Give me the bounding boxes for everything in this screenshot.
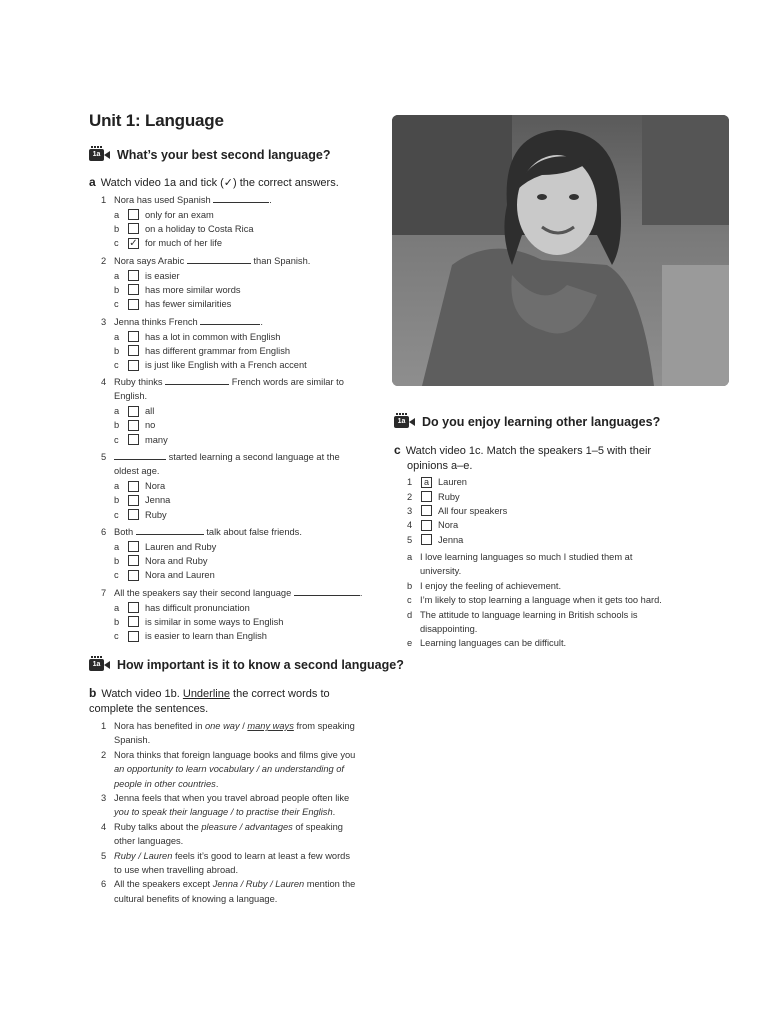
tick-checkbox[interactable] bbox=[128, 602, 139, 613]
opinion-list: a I love learning languages so much I studied them at university. b I enjoy the feeling of achievement. c I’m likely to stop learning a language when it gets too hard. d The attitude to language learning in British schools is disappointing. e Learning languages can be difficult. bbox=[407, 550, 707, 651]
answer-blank bbox=[213, 194, 269, 203]
opinion-item: d The attitude to language learning in British schools is bbox=[407, 609, 638, 620]
tick-checkbox[interactable] bbox=[128, 541, 139, 552]
video-icon: 1a bbox=[394, 415, 416, 429]
section-c-heading bbox=[394, 413, 660, 431]
section-c-instruction: c Watch video 1c. Match the speakers 1–5 with their opinions a–e. bbox=[394, 443, 652, 472]
word-choice[interactable]: one way bbox=[204, 721, 240, 731]
answer-blank bbox=[114, 451, 166, 460]
video-icon: 1a bbox=[89, 148, 111, 162]
match-box[interactable] bbox=[421, 505, 432, 516]
tick-checkbox[interactable] bbox=[128, 223, 139, 234]
tick-checkbox[interactable] bbox=[128, 481, 139, 492]
section-b-sentences: 1 Nora has benefited in one way / many ways from speaking Spanish. 2 Nora thinks that foreign language books and films give you an opportunity to learn vocabulary / an understanding of people in other countries. 3 Jenna feels that when you travel abroad people often like you to speak their language / to practise their English. 4 Ruby talks about the pleasure / advantages of speaking other languages. 5 Ruby / Lauren feels it’s good to learn at least a few words to use when travelling abroad. 6 All the speakers except Jenna / Ruby / Lauren mention the cultural benefits of knowing a language. bbox=[101, 719, 381, 906]
tick-checkbox[interactable] bbox=[128, 434, 139, 445]
answer-blank bbox=[187, 255, 251, 264]
section-a-instruction: a Watch video 1a and tick (✓) the correct answers. bbox=[89, 175, 339, 189]
speaker-item: 2 Ruby bbox=[407, 491, 460, 502]
tick-checkbox[interactable] bbox=[128, 270, 139, 281]
answer-blank bbox=[136, 526, 204, 535]
speaker-item: 5 Jenna bbox=[407, 534, 464, 545]
question-2: 2 Nora says Arabic than Spanish. a is easier b has more similar words c has fewer similarities bbox=[101, 256, 311, 310]
word-choice[interactable]: you to speak their language / to practise their English bbox=[114, 807, 333, 818]
speaker-item: 3 All four speakers bbox=[407, 505, 508, 516]
tick-checkbox[interactable] bbox=[128, 209, 139, 220]
opinion-item: c I’m likely to stop learning a language when it gets too hard. bbox=[407, 595, 662, 606]
answer-blank bbox=[294, 587, 360, 596]
opinion-item: e Learning languages can be difficult. bbox=[407, 638, 567, 649]
question-5: 5 started learning a second language at the oldest age. a Nora b Jenna c Ruby bbox=[101, 452, 340, 520]
word-choice[interactable]: Ruby / Lauren bbox=[114, 850, 173, 861]
word-choice[interactable]: pleasure / advantages bbox=[201, 821, 293, 832]
speaker-item: 1 a Lauren bbox=[407, 476, 467, 488]
tick-checkbox[interactable] bbox=[128, 420, 139, 431]
question-4: 4 Ruby thinks French words are similar to English. a all b no c many bbox=[101, 377, 344, 445]
tick-checkbox[interactable] bbox=[128, 331, 139, 342]
tick-checkbox[interactable] bbox=[128, 284, 139, 295]
section-a-heading bbox=[89, 146, 330, 164]
word-choice[interactable]: an opportunity to learn vocabulary / an understanding of bbox=[114, 764, 344, 775]
section-b-title: How important is it to know a second language? bbox=[117, 658, 404, 672]
match-box[interactable] bbox=[421, 491, 432, 502]
match-box[interactable] bbox=[421, 520, 432, 531]
tick-checkbox[interactable] bbox=[128, 631, 139, 642]
sentence-3: 3 Jenna feels that when you travel abroad people often like bbox=[101, 793, 350, 804]
answer-blank bbox=[165, 376, 229, 385]
question-6: 6 Both talk about false friends. a Lauren and Ruby b Nora and Ruby c Nora and Lauren bbox=[101, 527, 302, 581]
tick-checkbox[interactable] bbox=[128, 555, 139, 566]
opinion-item: a I love learning languages so much I studied them at bbox=[407, 552, 633, 562]
match-box[interactable]: a bbox=[421, 477, 432, 488]
sentence-2: 2 Nora thinks that foreign language books and films give you bbox=[101, 749, 356, 760]
tick-checkbox[interactable] bbox=[128, 616, 139, 627]
video-icon: 1a bbox=[89, 658, 111, 672]
tick-checkbox[interactable] bbox=[128, 406, 139, 417]
question-1: 1 Nora has used Spanish . a only for an exam b on a holiday to Costa Rica c ✓ for much of her life bbox=[101, 195, 272, 249]
answer-blank bbox=[200, 316, 260, 325]
speaker-item: 4 Nora bbox=[407, 520, 459, 531]
question-3: 3 Jenna thinks French . a has a lot in common with English b has different grammar from English c is just like English with a French accent bbox=[101, 317, 307, 371]
unit-title: Unit 1: Language bbox=[89, 111, 224, 130]
tick-checkbox[interactable] bbox=[128, 509, 139, 520]
word-choice[interactable]: Jenna / Ruby / Lauren bbox=[212, 879, 305, 890]
tick-checkbox-checked[interactable]: ✓ bbox=[129, 237, 138, 249]
speaker-list bbox=[407, 475, 507, 547]
tick-checkbox[interactable] bbox=[128, 299, 139, 310]
match-box[interactable] bbox=[421, 534, 432, 545]
tick-checkbox[interactable] bbox=[128, 360, 139, 371]
section-a-title: What’s your best second language? bbox=[117, 148, 331, 162]
speaker-photo bbox=[392, 115, 729, 386]
tick-checkbox[interactable] bbox=[128, 345, 139, 356]
question-7: 7 All the speakers say their second language . a has difficult pronunciation b is similar in some ways to English c is easier to learn than English bbox=[101, 588, 363, 642]
opinion-item: b I enjoy the feeling of achievement. bbox=[407, 580, 562, 591]
word-choice-underlined[interactable]: many ways bbox=[247, 721, 294, 731]
section-b-heading bbox=[89, 656, 404, 674]
tick-checkbox[interactable] bbox=[128, 495, 139, 506]
sentence-1: 1 Nora has benefited in one way / many ways from speaking bbox=[101, 721, 355, 731]
tick-checkbox[interactable] bbox=[128, 570, 139, 581]
section-b-instruction: b Watch video 1b. Underline the correct words to complete the sentences. bbox=[89, 686, 330, 715]
section-c-title: Do you enjoy learning other languages? bbox=[422, 415, 661, 429]
sentence-6: 6 All the speakers except Jenna / Ruby / Lauren mention the bbox=[101, 879, 356, 890]
sentence-5: 5 Ruby / Lauren feels it’s good to learn at least a few words bbox=[101, 850, 351, 861]
sentence-4: 4 Ruby talks about the pleasure / advantages of speaking bbox=[101, 821, 343, 832]
